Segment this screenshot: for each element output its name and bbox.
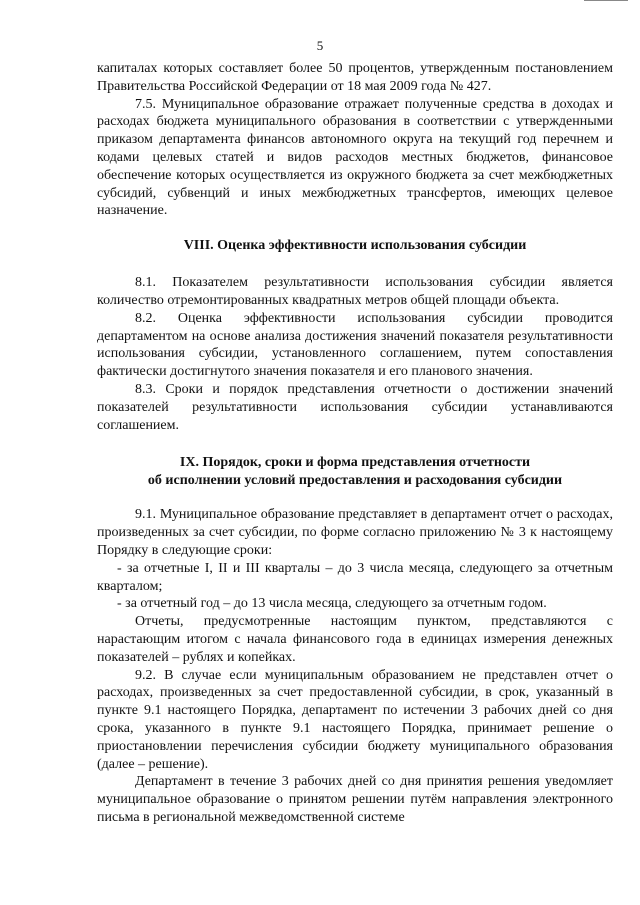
- paragraph-continued: капиталах которых составляет более 50 процентов, утвержденным постановлением Правительства Российской Федерации от 18 мая 2009 года № 427.: [97, 61, 613, 94]
- paragraph-reports: Отчеты, предусмотренные настоящим пунктом, представляются с нарастающим итогом с начала финансового года в единицах измерения денежных показателей – рублях и копейках.: [97, 614, 613, 665]
- paragraph-8-1: 8.1. Показателем результативности использования субсидии является количество отремонтированных квадратных метров общей площади объекта.: [97, 275, 613, 308]
- list-item-quarters: - за отчетные I, II и III кварталы – до 3 числа месяца, следующего за отчетным кварталом;: [97, 560, 613, 594]
- paragraph-7-5: 7.5. Муниципальное образование отражает полученные средства в доходах и расходах бюджета муниципального образования в соответствии с утвержденными приказом департамента финансов автономного округа на текущий год перечнем и кодами целевых статей и видов расходов местных бюджетов, финансовое обеспечение которых осуществляется из окружного бюджета за счет межбюджетных субсидий, субвенций и иных межбюджетных трансфертов, имеющих целевое назначение.: [97, 96, 613, 219]
- section-9-heading-line2: об исполнении условий предоставления и расходования субсидии: [147, 473, 563, 489]
- section-8-heading: VIII. Оценка эффективности использования субсидии: [183, 238, 527, 254]
- paragraph-8-2: 8.2. Оценка эффективности использования субсидии проводится департаментом на основе анализа достижения значений показателя результативности использования субсидии, установленного соглашением, путем сопоставления фактически достигнутого значения показателя и его планового значения.: [97, 310, 613, 380]
- paragraph-9-2: 9.2. В случае если муниципальным образованием не представлен отчет о расходах, произведенных за счет предоставленной субсидии, в срок, указанный в пункте 9.1 настоящего Порядка, департамент по истечении 3 рабочих дней со дня срока, указанного в пункте 9.1 настоящего Порядка, принимает решение о приостановлении перечисления субсидии бюджету муниципального образования (далее – решение).: [97, 667, 613, 772]
- page-number: 5: [316, 38, 324, 53]
- section-9-heading-line1: IX. Порядок, сроки и форма представления отчетности: [179, 455, 531, 471]
- paragraph-9-1: 9.1. Муниципальное образование представляет в департамент отчет о расходах, произведенных за счет субсидии, по форме согласно приложению № 3 к настоящему Порядку в следующие сроки:: [97, 507, 613, 558]
- document-body: [97, 60, 613, 827]
- section-9-heading: [97, 454, 613, 490]
- list-item-year: - за отчетный год – до 13 числа месяца, следующего за отчетным годом.: [117, 596, 547, 612]
- paragraph-notification: Департамент в течение 3 рабочих дней со дня принятия решения уведомляет муниципальное образование о принятом решении путём направления электронного письма в региональной межведомственной системе: [97, 774, 613, 825]
- paragraph-8-3: 8.3. Сроки и порядок представления отчетности о достижении значений показателей результативности использования субсидии устанавливаются соглашением.: [97, 381, 613, 433]
- scan-corner-mark: [584, 0, 628, 3]
